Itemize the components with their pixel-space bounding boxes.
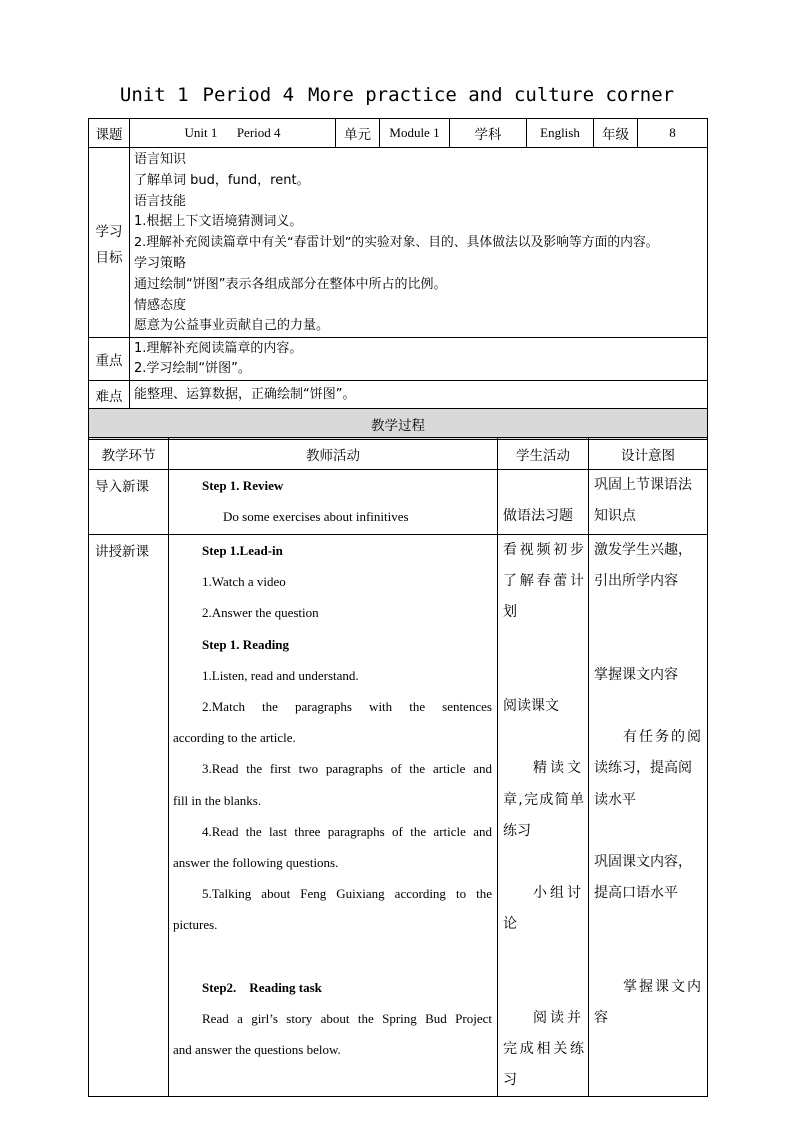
process-header-row: [89, 438, 708, 470]
goal-line: 学习策略: [134, 255, 187, 271]
topic-value: Unit 1 Period 4: [130, 119, 336, 148]
topic-label: 课题: [89, 119, 130, 148]
grade-label: 年级: [594, 119, 638, 148]
page-title: Unit 1 Period 4 More practice and culture corner: [119, 84, 675, 106]
unit-label: 单元: [336, 119, 380, 148]
stage-new: 讲授新课: [89, 535, 169, 1097]
student-intro: 做语法习题: [498, 470, 589, 535]
goal-line: 语言知识: [134, 152, 187, 167]
key-points-label: 重点: [89, 338, 130, 381]
key-points-row: [89, 338, 708, 381]
difficulty-row: [89, 381, 708, 409]
goals-label: 学习 目标: [89, 148, 130, 338]
header-teacher: 教师活动: [169, 438, 498, 470]
student-new: 看视频初步 了解春蕾计 划 阅读课文 精读文 章,完成简单 练习 小组讨 论 阅读并 完成相关练 习: [498, 535, 589, 1097]
goal-line: 了解单词 bud，fund，rent。: [134, 172, 310, 188]
teacher-intro: Step 1. Review Do some exercises about infinitives: [169, 470, 498, 535]
subject-value: English: [527, 119, 594, 148]
process-title: 教学过程: [89, 409, 708, 440]
aim-intro: 巩固上节课语法 知识点: [589, 470, 708, 535]
goal-line: 1.根据上下文语境猜测词义。: [134, 214, 303, 230]
difficulty-content: 能整理、运算数据，正确绘制“饼图”。: [130, 381, 708, 409]
info-row: [89, 119, 708, 148]
goals-row: [89, 148, 708, 338]
section-intro-row: [89, 470, 708, 535]
teaching-process-table: [88, 437, 708, 1097]
goals-content: [130, 148, 708, 338]
header-student: 学生活动: [498, 438, 589, 470]
subject-label: 学科: [450, 119, 527, 148]
grade-value: 8: [638, 119, 708, 148]
header-stage: 教学环节: [89, 438, 169, 470]
lesson-info-table: [88, 118, 708, 440]
stage-intro: 导入新课: [89, 470, 169, 535]
process-title-row: [89, 409, 708, 440]
header-aim: 设计意图: [589, 438, 708, 470]
teacher-new: Step 1.Lead-in 1.Watch a video 2.Answer the question Step 1. Reading 1.Listen, read and understand. 2.Match the paragraphs with the sentences according to the article. 3.Read the first two paragraphs of the article and fill in the blanks. 4.Read the last three paragraphs of the article and answer the following questions. 5.Talking about Feng Guixiang according to the pictures. Step2. Reading task Read a girl’s story about the Spring Bud Project and answer the questions below.: [169, 535, 498, 1097]
goal-line: 通过绘制“饼图”表示各组成部分在整体中所占的比例。: [134, 276, 447, 292]
difficulty-label: 难点: [89, 381, 130, 409]
key-point-line: 2.学习绘制“饼图”。: [134, 361, 251, 377]
goal-line: 2.理解补充阅读篇章中有关“春雷计划”的实验对象、目的、具体做法以及影响等方面的内容。: [134, 235, 659, 251]
goal-line: 语言技能: [134, 193, 187, 209]
section-new-row: [89, 535, 708, 1097]
goal-line: 情感态度: [134, 297, 187, 313]
goal-line: 愿意为公益事业贡献自己的力量。: [134, 318, 330, 334]
aim-new: 激发学生兴趣， 引出所学内容 掌握课文内容 有任务的阅 读练习，提高阅 读水平 巩固课文内容， 提高口语水平 掌握课文内 容: [589, 535, 708, 1097]
key-points-content: [130, 338, 708, 381]
key-point-line: 1.理解补充阅读篇章的内容。: [134, 341, 303, 357]
unit-value: Module 1: [380, 119, 450, 148]
